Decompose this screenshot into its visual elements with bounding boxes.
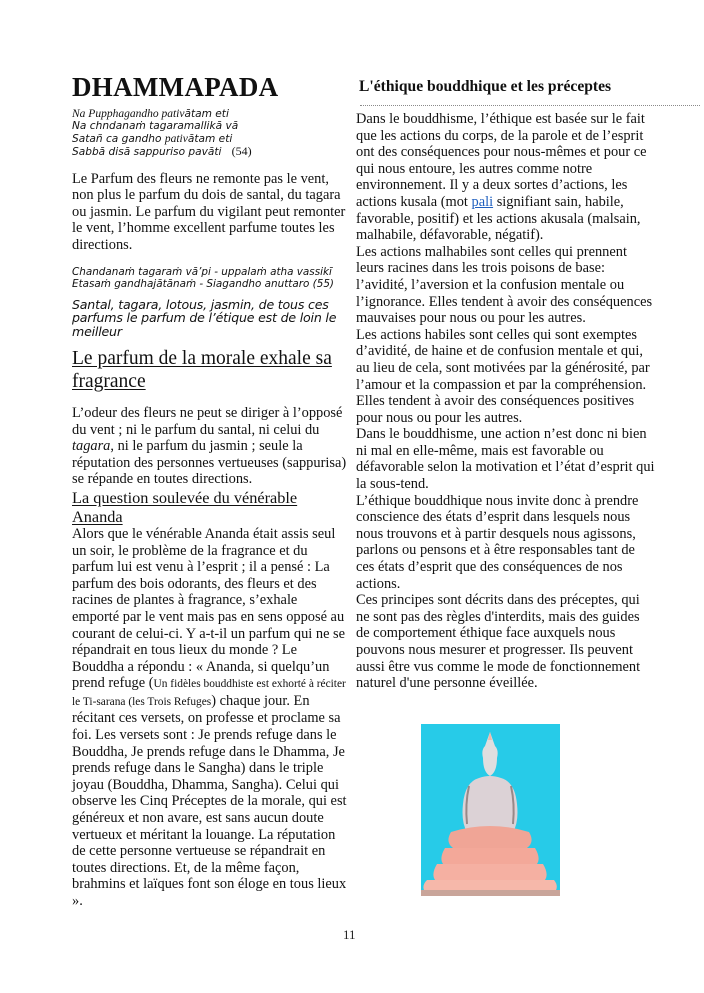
paragraph-precepts: Ces principes sont décrits dans des préceptes, qui ne sont pas des règles d'interdits, mais des guides de comportement éthique face auxquels nous pouvons nous mesurer et progresser. Ils peuvent aussi être vus comme le mode de fonctionnement naturel d'une personne éveillée. (356, 592, 641, 692)
verse-line: Sabbā disā sappuriso pavāti (54) (72, 144, 252, 159)
pali-verse-55: Chandanaṁ tagaraṁ vā’pi - uppalaṁ atha vassikī Etasaṁ gandhajātānaṁ - Siagandho anuttaro (55) (72, 265, 334, 290)
page-title: DHAMMAPADA (72, 72, 279, 102)
buddha-statue-image (421, 724, 560, 896)
ethics-heading: L'éthique bouddhique et les préceptes (359, 78, 612, 95)
verse-line: Na Pupphagandho pativātam eti (72, 108, 229, 120)
dotted-divider (360, 105, 700, 106)
verse-summary: Santal, tagara, lotous, jasmin, de tous ces parfums le parfum de l’étique est de loin le meilleur (72, 296, 337, 340)
right-column-header (356, 78, 656, 96)
left-column (72, 72, 348, 910)
paragraph-awareness: L’éthique bouddhique nous invite donc à prendre conscience des états d’esprit dans lesquels nous nous trouvons et à partir desquels nous agissons, parlons ou pensons et à être responsables tant de ces états d’esprit que des conséquences de nos actions. (356, 492, 639, 592)
right-column (356, 111, 656, 692)
paragraph-unskillful-actions: Les actions malhabiles sont celles qui prennent leurs racines dans les trois poisons de base: l’avidité, l’aversion et la confusion mentale ou l’ignorance. Elles tendent à avoir des conséquences mauvaises pour nous ou pour les autres. (356, 243, 653, 327)
paragraph-ethics-basis: Dans le bouddhisme, l’éthique est basée sur le fait que les actions du corps, de la parole et de l’esprit ont des conséquences pour nous-mêmes et pour ce qui nous entoure, les autres comme notre environnement. Il y a deux sortes d’actions, les actions kusala (mot pali signifiant sain, habile, favorable, positif) et les actions akusala (malsain, malhabile, défavorable, négatif). (356, 111, 647, 244)
page-number: 11 (343, 927, 356, 942)
refuge-note: Un fidèles bouddhiste est exhorté à réciter le Ti-sarana (les Trois Refuges (72, 678, 346, 708)
paragraph-skillful-actions: Les actions habiles sont celles qui sont exemptes d’avidité, de haine et de confusion mentale et qui, au lieu de cela, sont motivées par la générosité, par l’amour et la compassion et par la compréhension. Elles tendent à avoir des conséquences positives pour nous ou pour les autres. (356, 326, 650, 426)
section-heading: Le parfum de la morale exhale sa fragrance (72, 347, 332, 392)
verse-line: Satañ ca gandho pativātam eti (72, 132, 233, 145)
paragraph-action-neutral: Dans le bouddhisme, une action n’est donc ni bien ni mal en elle-même, mais est favorable ou défavorable selon la motivation et l’état d’esprit qui la sous-tend. (356, 426, 655, 493)
paragraph-fragrance-intro: Le Parfum des fleurs ne remonte pas le vent, non plus le parfum du dois de santal, du tagara ou jasmin. Le parfum du vigilant peut remonter le vent, l’homme excellent parfume toutes les directions. (72, 170, 346, 253)
sub-heading-ananda: La question soulevée du vénérable Ananda (72, 487, 298, 526)
verse-line: Na chndanaṁ tagaramallikā vā (72, 120, 239, 133)
buddha-statue-icon (421, 724, 560, 896)
pali-link[interactable]: pali (471, 193, 494, 210)
pali-verse-54 (72, 108, 348, 159)
paragraph-odor: L’odeur des fleurs ne peut se diriger à l’opposé du vent ; ni le parfum du santal, ni celui du tagara, ni le parfum du jasmin ; seule la réputation des personnes vertueuses (sappurisa) se répande en toutes directions. (72, 404, 347, 488)
verse-number: (54) (231, 144, 252, 159)
paragraph-ananda: Alors que le vénérable Ananda était assis seul un soir, le problème de la fragrance et du parfum lui est venu à l’esprit ; il a pensé : La parfum des bois odorants, des fleurs et des racines de plantes à fragrance, s’exhale emporté par le vent mais pas en sens opposé au courant de celui-ci. Y a-t-il un parfum qui ne se répandrait en tous lieux du monde ? Le Bouddha a répondu : « Ananda, si quelqu’un prend refuge (Un fidèles bouddhiste est exhorté à réciter le Ti-sarana (les Trois Refuges) chaque jour. En récitant ces versets, on professe et proclame sa foi. Les versets sont : Je prends refuge dans le Bouddha, Je prends refuge dans le Dhamma, Je prends refuge dans le Sangha) dans le triple joyau (Bouddha, Dhamma, Sangha). Celui qui observe les Cinq Préceptes de la morale, qui est généreux et non avare, est sans aucun doute vertueux et méritant la louange. La réputation de cette personne vertueuse se répandrait en toutes directions. Et, de la même façon, brahmins et laïques font son éloge en tous lieux ». (72, 525, 347, 910)
